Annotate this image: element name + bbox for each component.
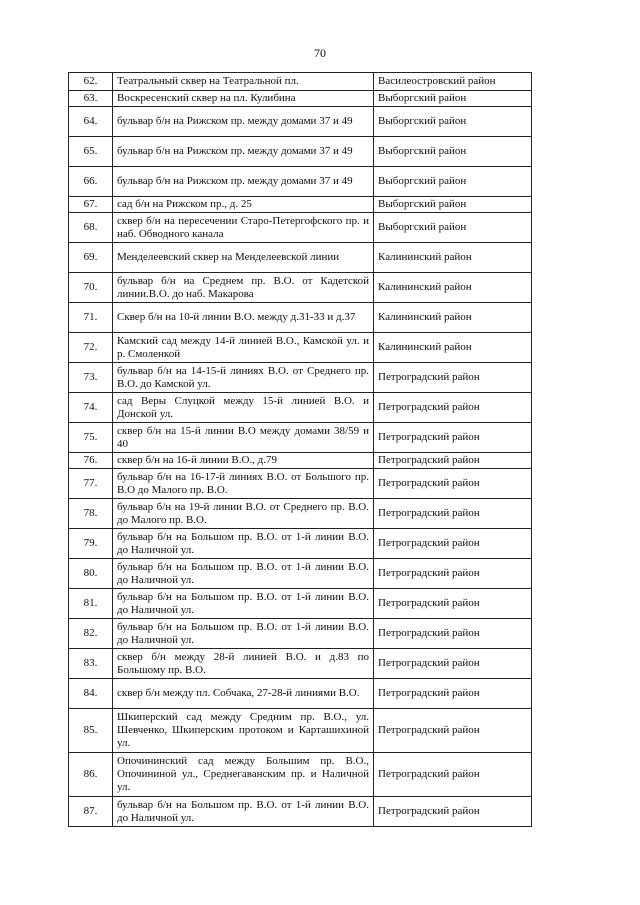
district-name: Калининский район [374,303,532,333]
object-name: бульвар б/н на Большом пр. В.О. от 1-й линии В.О. до Наличной ул. [113,797,374,827]
row-number: 79. [69,529,113,559]
row-number: 78. [69,499,113,529]
district-name: Петроградский район [374,619,532,649]
table-row [69,529,532,559]
object-name: бульвар б/н на Рижском пр. между домами 37 и 49 [113,137,374,167]
row-number: 68. [69,213,113,243]
row-number: 62. [69,73,113,91]
table-row [69,469,532,499]
district-name: Петроградский район [374,499,532,529]
row-number: 80. [69,559,113,589]
table-row [69,303,532,333]
table-row [69,393,532,423]
object-name: бульвар б/н на Большом пр. В.О. от 1-й линии В.О. до Наличной ул. [113,529,374,559]
table-row [69,197,532,213]
district-name: Выборгский район [374,91,532,107]
object-name: бульвар б/н на 16-17-й линиях В.О. от Большого пр. В.О до Малого пр. В.О. [113,469,374,499]
district-name: Петроградский район [374,709,532,753]
object-name: бульвар б/н на Рижском пр. между домами 37 и 49 [113,167,374,197]
district-name: Петроградский район [374,559,532,589]
row-number: 81. [69,589,113,619]
district-name: Петроградский район [374,363,532,393]
row-number: 74. [69,393,113,423]
table-row [69,73,532,91]
district-name: Калининский район [374,243,532,273]
district-name: Выборгский район [374,213,532,243]
table-row [69,273,532,303]
district-name: Петроградский район [374,589,532,619]
greenery-registry-table [68,72,532,827]
object-name: Камский сад между 14-й линией В.О., Камской ул. и р. Смоленкой [113,333,374,363]
object-name: Воскресенский сквер на пл. Кулибина [113,91,374,107]
district-name: Калининский район [374,273,532,303]
row-number: 76. [69,453,113,469]
table-row [69,107,532,137]
district-name: Петроградский район [374,453,532,469]
table-row [69,423,532,453]
row-number: 72. [69,333,113,363]
object-name: сквер б/н на 15-й линии В.О между домами 38/59 и 40 [113,423,374,453]
row-number: 65. [69,137,113,167]
table-row [69,363,532,393]
row-number: 83. [69,649,113,679]
table-row [69,213,532,243]
object-name: бульвар б/н на Большом пр. В.О. от 1-й линии В.О. до Наличной ул. [113,619,374,649]
table-row [69,559,532,589]
table-row [69,499,532,529]
table-row [69,243,532,273]
row-number: 64. [69,107,113,137]
object-name: бульвар б/н на Большом пр. В.О. от 1-й линии В.О. до Наличной ул. [113,559,374,589]
object-name: Опочининский сад между Большим пр. В.О., Опочининой ул., Среднегаванским пр. и Наличной ул. [113,753,374,797]
district-name: Петроградский район [374,679,532,709]
district-name: Петроградский район [374,393,532,423]
object-name: Менделеевский сквер на Менделеевской линии [113,243,374,273]
district-name: Калининский район [374,333,532,363]
table-row [69,753,532,797]
object-name: Театральный сквер на Театральной пл. [113,73,374,91]
row-number: 66. [69,167,113,197]
table-row [69,91,532,107]
row-number: 67. [69,197,113,213]
table-row [69,619,532,649]
row-number: 63. [69,91,113,107]
table-row [69,589,532,619]
district-name: Петроградский район [374,423,532,453]
row-number: 85. [69,709,113,753]
district-name: Петроградский район [374,529,532,559]
row-number: 84. [69,679,113,709]
row-number: 87. [69,797,113,827]
object-name: сквер б/н между 28-й линией В.О. и д.83 по Большому пр. В.О. [113,649,374,679]
object-name: бульвар б/н на Большом пр. В.О. от 1-й линии В.О. до Наличной ул. [113,589,374,619]
table-row [69,167,532,197]
registry-rows [69,73,532,827]
row-number: 82. [69,619,113,649]
object-name: бульвар б/н на 19-й линии В.О. от Среднего пр. В.О. до Малого пр. В.О. [113,499,374,529]
row-number: 75. [69,423,113,453]
table-row [69,709,532,753]
object-name: сад Веры Слуцкой между 15-й линией В.О. и Донской ул. [113,393,374,423]
table-row [69,679,532,709]
row-number: 77. [69,469,113,499]
district-name: Выборгский район [374,137,532,167]
district-name: Петроградский район [374,649,532,679]
row-number: 69. [69,243,113,273]
table-row [69,333,532,363]
object-name: сквер б/н на пересечении Старо-Петергофского пр. и наб. Обводного канала [113,213,374,243]
row-number: 70. [69,273,113,303]
object-name: сад б/н на Рижском пр., д. 25 [113,197,374,213]
object-name: сквер б/н между пл. Собчака, 27-28-й линиями В.О. [113,679,374,709]
object-name: Шкиперский сад между Средним пр. В.О., ул. Шевченко, Шкиперским протоком и Карташихиной ул. [113,709,374,753]
object-name: бульвар б/н на 14-15-й линиях В.О. от Среднего пр. В.О. до Камской ул. [113,363,374,393]
district-name: Петроградский район [374,469,532,499]
row-number: 71. [69,303,113,333]
district-name: Выборгский район [374,167,532,197]
district-name: Петроградский район [374,753,532,797]
row-number: 86. [69,753,113,797]
district-name: Василеостровский район [374,73,532,91]
table-row [69,137,532,167]
row-number: 73. [69,363,113,393]
district-name: Выборгский район [374,107,532,137]
object-name: бульвар б/н на Рижском пр. между домами 37 и 49 [113,107,374,137]
page-number: 70 [314,46,326,60]
district-name: Выборгский район [374,197,532,213]
table-row [69,453,532,469]
object-name: бульвар б/н на Среднем пр. В.О. от Кадетской линии.В.О. до наб. Макарова [113,273,374,303]
district-name: Петроградский район [374,797,532,827]
table-row [69,649,532,679]
object-name: сквер б/н на 16-й линии В.О., д.79 [113,453,374,469]
object-name: Сквер б/н на 10-й линии В.О. между д.31-33 и д.37 [113,303,374,333]
table-row [69,797,532,827]
